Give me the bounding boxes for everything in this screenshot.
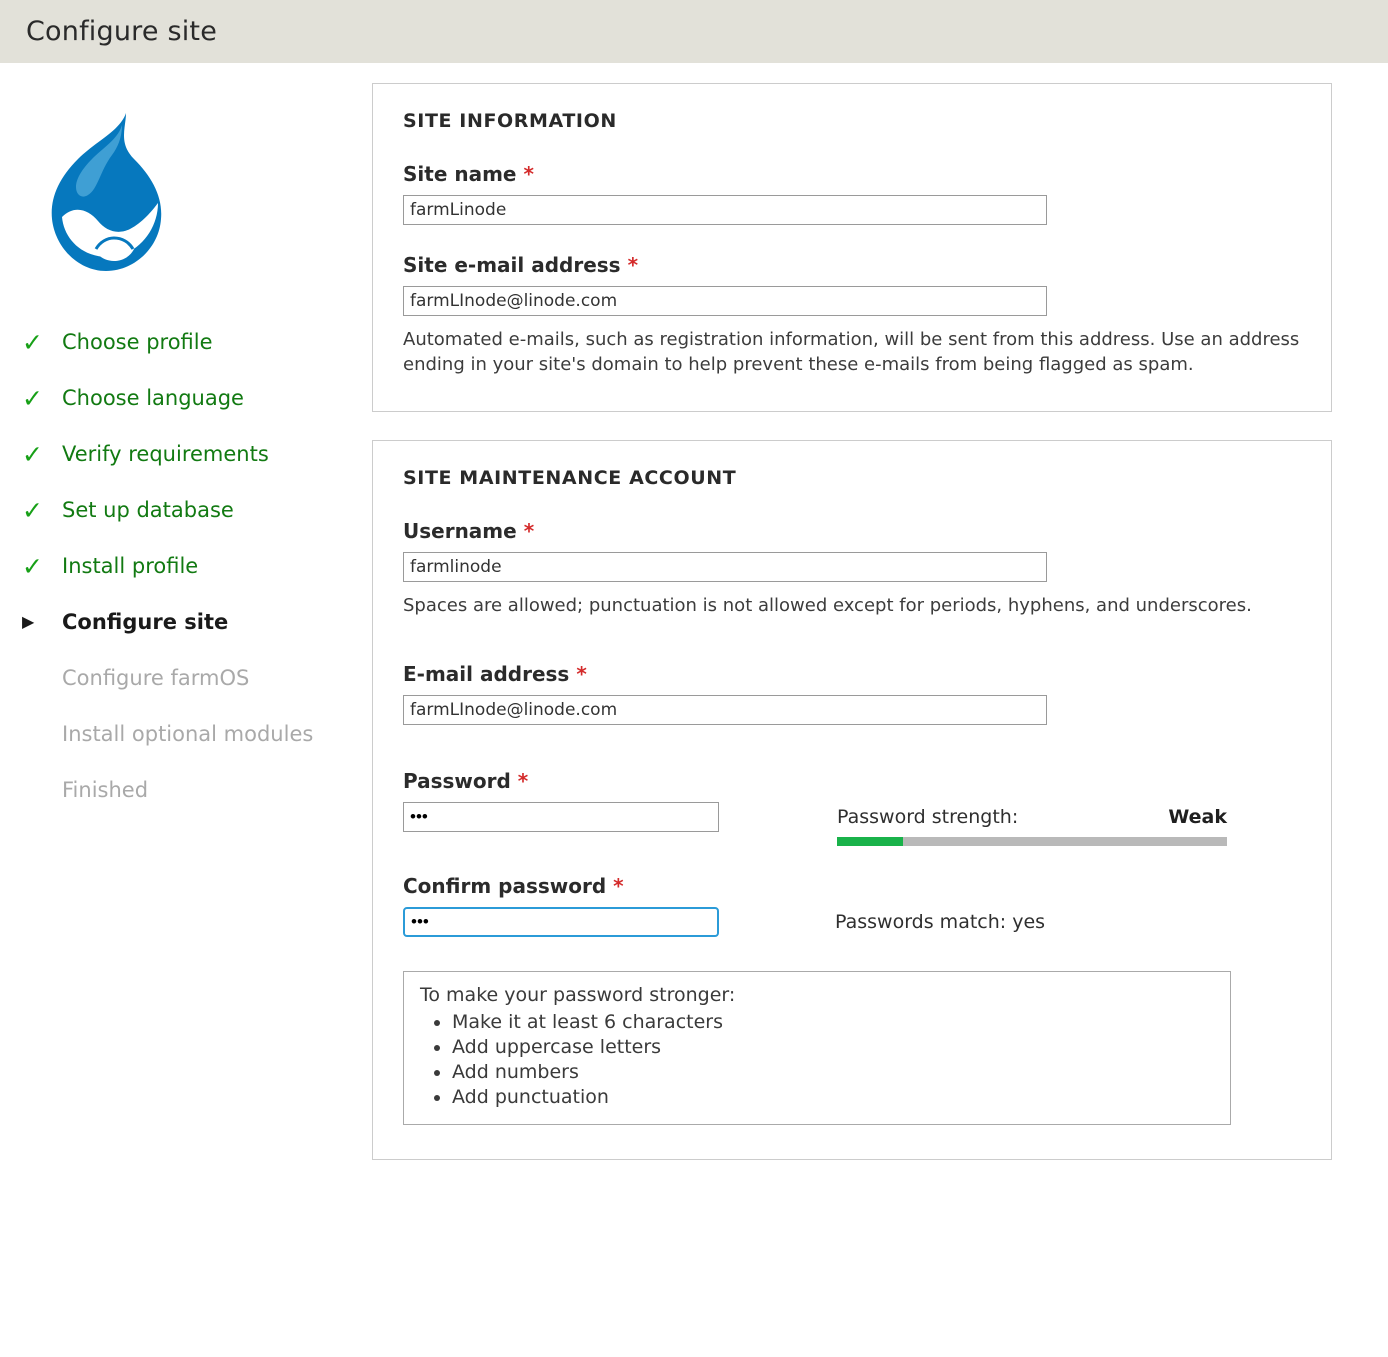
account-email-label (403, 662, 1301, 686)
page-title: Configure site (26, 16, 218, 47)
check-icon: ✓ (22, 327, 43, 357)
check-icon: ✓ (22, 495, 43, 525)
password-field (403, 769, 1301, 846)
site-name-label-text: Site name (403, 162, 517, 186)
site-maintenance-account-panel (372, 440, 1332, 1160)
spacer (403, 646, 1301, 662)
confirm-password-label-text: Confirm password (403, 874, 607, 898)
install-task-list (22, 314, 372, 818)
password-label (403, 769, 1301, 793)
password-strength-meter (837, 802, 1227, 846)
task-label: Configure farmOS (62, 666, 250, 690)
task-label: Configure site (62, 610, 229, 634)
password-strength-labels (837, 806, 1227, 828)
required-marker: * (523, 162, 534, 186)
password-tips-list (420, 1010, 1214, 1110)
passwords-match-label: Passwords match: (835, 911, 1007, 933)
account-email-field (403, 662, 1301, 725)
task-label: Install profile (62, 554, 199, 578)
site-email-label-text: Site e-mail address (403, 253, 621, 277)
password-tip-item: • Add uppercase letters (452, 1035, 1214, 1060)
password-label-text: Password (403, 769, 511, 793)
password-tips-box (403, 971, 1231, 1125)
passwords-match-status (835, 911, 1045, 933)
confirm-password-input[interactable] (403, 907, 719, 937)
task-item-configure-farmos (22, 650, 372, 706)
username-label-text: Username (403, 519, 517, 543)
check-icon: ✓ (22, 551, 43, 581)
password-strength-label: Password strength: (837, 806, 1019, 828)
username-input[interactable] (403, 552, 1047, 582)
required-marker: * (523, 519, 535, 543)
drupal-droplet-logo (26, 105, 186, 280)
password-input[interactable] (403, 802, 719, 832)
caret-right-icon: ▶ (22, 612, 35, 631)
installer-sidebar (0, 83, 372, 1188)
username-field (403, 519, 1301, 618)
password-strength-value: Weak (1168, 806, 1227, 828)
username-description: Spaces are allowed; punctuation is not allowed except for periods, hyphens, and underscores. (403, 595, 1252, 616)
site-name-input[interactable] (403, 195, 1047, 225)
username-label (403, 519, 1301, 543)
task-item-install-optional-modules (22, 706, 372, 762)
task-item-choose-profile (22, 314, 372, 370)
required-marker: * (517, 769, 529, 793)
confirm-password-label (403, 874, 1301, 898)
password-tip-item: • Make it at least 6 characters (452, 1010, 1214, 1035)
task-label: Verify requirements (62, 442, 269, 466)
required-marker: * (613, 874, 624, 898)
account-email-label-text: E-mail address (403, 662, 570, 686)
site-maintenance-account-title: SITE MAINTENANCE ACCOUNT (403, 467, 737, 489)
task-item-choose-language (22, 370, 372, 426)
page-body (0, 63, 1388, 1188)
task-item-finished (22, 762, 372, 818)
passwords-match-value: yes (1012, 911, 1046, 933)
site-information-panel (372, 83, 1332, 412)
required-marker: * (627, 253, 639, 277)
confirm-password-row (403, 907, 1301, 937)
task-label: Finished (62, 778, 149, 802)
task-label: Set up database (62, 498, 234, 522)
site-email-label (403, 253, 1301, 277)
account-email-input[interactable] (403, 695, 1047, 725)
page-header (0, 0, 1388, 63)
password-row (403, 802, 1301, 846)
password-strength-fill (837, 837, 903, 846)
password-tip-item: • Add numbers (452, 1060, 1214, 1085)
password-tip-item: • Add punctuation (452, 1085, 1214, 1110)
required-marker: * (576, 662, 587, 686)
site-name-field (403, 162, 1301, 225)
task-label: Install optional modules (62, 722, 314, 746)
task-label: Choose profile (62, 330, 213, 354)
confirm-password-field (403, 874, 1301, 1125)
task-item-install-profile (22, 538, 372, 594)
task-item-configure-site (22, 594, 372, 650)
password-strength-track (837, 837, 1227, 846)
password-tips-title: To make your password stronger: (420, 984, 736, 1006)
spacer (403, 753, 1301, 769)
installer-form (372, 83, 1388, 1188)
check-icon: ✓ (22, 383, 43, 413)
site-information-title: SITE INFORMATION (403, 110, 617, 132)
site-email-field (403, 253, 1301, 377)
check-icon: ✓ (22, 439, 43, 469)
task-item-set-up-database (22, 482, 372, 538)
task-label: Choose language (62, 386, 244, 410)
site-name-label (403, 162, 1301, 186)
site-email-description: Automated e-mails, such as registration information, will be sent from this address. Use an address ending in your site's domain to help prevent these e-mails from being flagged as spam. (403, 329, 1300, 375)
task-item-verify-requirements (22, 426, 372, 482)
site-email-input[interactable] (403, 286, 1047, 316)
